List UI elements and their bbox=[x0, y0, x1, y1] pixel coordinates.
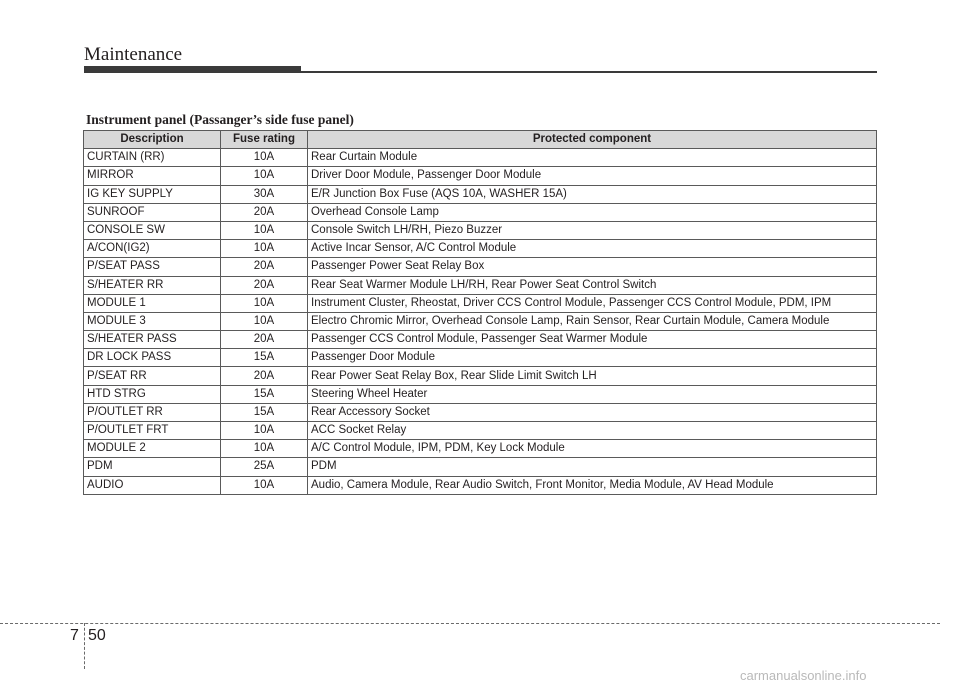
cell-fuse-rating: 10A bbox=[221, 294, 308, 312]
table-row bbox=[84, 385, 877, 403]
cell-fuse-rating: 20A bbox=[221, 331, 308, 349]
column-header-protected-component: Protected component bbox=[308, 131, 877, 149]
cell-protected-component: Passenger CCS Control Module, Passenger Seat Warmer Module bbox=[308, 331, 877, 349]
cell-fuse-rating: 10A bbox=[221, 221, 308, 239]
cell-description: P/SEAT RR bbox=[84, 367, 221, 385]
cell-description: SUNROOF bbox=[84, 203, 221, 221]
table-row bbox=[84, 312, 877, 330]
section-title: Instrument panel (Passanger’s side fuse panel) bbox=[86, 112, 354, 127]
cell-protected-component: Rear Curtain Module bbox=[308, 149, 877, 167]
page-header-title: Maintenance bbox=[84, 44, 183, 65]
table-row bbox=[84, 458, 877, 476]
table-row bbox=[84, 167, 877, 185]
cell-description: MODULE 1 bbox=[84, 294, 221, 312]
cell-protected-component: Active Incar Sensor, A/C Control Module bbox=[308, 240, 877, 258]
cell-fuse-rating: 30A bbox=[221, 185, 308, 203]
cell-fuse-rating: 20A bbox=[221, 258, 308, 276]
cell-protected-component: Rear Power Seat Relay Box, Rear Slide Limit Switch LH bbox=[308, 367, 877, 385]
cell-protected-component: Instrument Cluster, Rheostat, Driver CCS Control Module, Passenger CCS Control Module, PDM, IPM bbox=[308, 294, 877, 312]
cell-description: P/OUTLET FRT bbox=[84, 422, 221, 440]
cell-fuse-rating: 15A bbox=[221, 349, 308, 367]
header-rule bbox=[301, 71, 877, 73]
cell-description: CURTAIN (RR) bbox=[84, 149, 221, 167]
table-body bbox=[84, 149, 877, 495]
table-row bbox=[84, 331, 877, 349]
table-row bbox=[84, 476, 877, 494]
cell-protected-component: Rear Accessory Socket bbox=[308, 403, 877, 421]
fuse-table bbox=[83, 130, 877, 495]
watermark: carmanualsonline.info bbox=[740, 668, 867, 683]
footer-dashed-divider bbox=[84, 623, 85, 669]
table-row bbox=[84, 367, 877, 385]
cell-fuse-rating: 15A bbox=[221, 385, 308, 403]
table-row bbox=[84, 240, 877, 258]
footer-dashed-rule bbox=[0, 623, 940, 624]
cell-description: AUDIO bbox=[84, 476, 221, 494]
table-row bbox=[84, 349, 877, 367]
cell-fuse-rating: 10A bbox=[221, 422, 308, 440]
cell-protected-component: Driver Door Module, Passenger Door Module bbox=[308, 167, 877, 185]
table-row bbox=[84, 258, 877, 276]
cell-description: MODULE 3 bbox=[84, 312, 221, 330]
cell-description: S/HEATER RR bbox=[84, 276, 221, 294]
cell-protected-component: PDM bbox=[308, 458, 877, 476]
chapter-number: 7 bbox=[70, 627, 79, 644]
table-row bbox=[84, 203, 877, 221]
column-header-description: Description bbox=[84, 131, 221, 149]
cell-protected-component: Passenger Door Module bbox=[308, 349, 877, 367]
cell-fuse-rating: 10A bbox=[221, 240, 308, 258]
cell-protected-component: A/C Control Module, IPM, PDM, Key Lock Module bbox=[308, 440, 877, 458]
table-header-row bbox=[84, 131, 877, 149]
cell-protected-component: Console Switch LH/RH, Piezo Buzzer bbox=[308, 221, 877, 239]
cell-protected-component: Audio, Camera Module, Rear Audio Switch, Front Monitor, Media Module, AV Head Module bbox=[308, 476, 877, 494]
table-row bbox=[84, 403, 877, 421]
table-row bbox=[84, 185, 877, 203]
table-row bbox=[84, 221, 877, 239]
cell-protected-component: Passenger Power Seat Relay Box bbox=[308, 258, 877, 276]
cell-fuse-rating: 20A bbox=[221, 276, 308, 294]
table-row bbox=[84, 422, 877, 440]
cell-fuse-rating: 20A bbox=[221, 367, 308, 385]
table-row bbox=[84, 440, 877, 458]
cell-fuse-rating: 10A bbox=[221, 440, 308, 458]
header-accent-bar bbox=[84, 66, 301, 73]
cell-description: MODULE 2 bbox=[84, 440, 221, 458]
cell-protected-component: Steering Wheel Heater bbox=[308, 385, 877, 403]
cell-description: A/CON(IG2) bbox=[84, 240, 221, 258]
cell-description: P/OUTLET RR bbox=[84, 403, 221, 421]
table-row bbox=[84, 149, 877, 167]
cell-fuse-rating: 10A bbox=[221, 312, 308, 330]
cell-description: S/HEATER PASS bbox=[84, 331, 221, 349]
cell-description: DR LOCK PASS bbox=[84, 349, 221, 367]
table-row bbox=[84, 294, 877, 312]
cell-description: IG KEY SUPPLY bbox=[84, 185, 221, 203]
cell-protected-component: Overhead Console Lamp bbox=[308, 203, 877, 221]
cell-fuse-rating: 10A bbox=[221, 167, 308, 185]
cell-description: P/SEAT PASS bbox=[84, 258, 221, 276]
page-number: 50 bbox=[88, 627, 106, 644]
cell-fuse-rating: 10A bbox=[221, 149, 308, 167]
cell-description: MIRROR bbox=[84, 167, 221, 185]
cell-protected-component: ACC Socket Relay bbox=[308, 422, 877, 440]
cell-fuse-rating: 25A bbox=[221, 458, 308, 476]
cell-fuse-rating: 15A bbox=[221, 403, 308, 421]
cell-description: CONSOLE SW bbox=[84, 221, 221, 239]
cell-description: HTD STRG bbox=[84, 385, 221, 403]
cell-fuse-rating: 20A bbox=[221, 203, 308, 221]
cell-protected-component: Rear Seat Warmer Module LH/RH, Rear Power Seat Control Switch bbox=[308, 276, 877, 294]
cell-protected-component: E/R Junction Box Fuse (AQS 10A, WASHER 15A) bbox=[308, 185, 877, 203]
cell-protected-component: Electro Chromic Mirror, Overhead Console Lamp, Rain Sensor, Rear Curtain Module, Camera Module bbox=[308, 312, 877, 330]
table-row bbox=[84, 276, 877, 294]
cell-fuse-rating: 10A bbox=[221, 476, 308, 494]
column-header-fuse-rating: Fuse rating bbox=[221, 131, 308, 149]
cell-description: PDM bbox=[84, 458, 221, 476]
